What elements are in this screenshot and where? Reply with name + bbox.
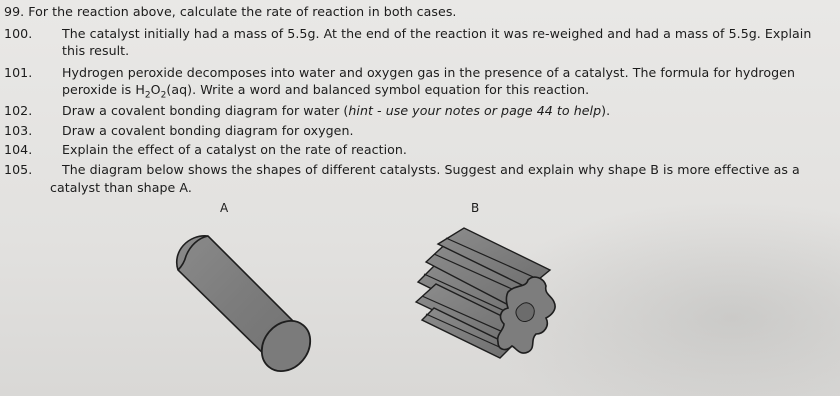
question-number: 103. bbox=[4, 123, 33, 138]
question-99 bbox=[4, 4, 456, 20]
question-101 bbox=[4, 65, 795, 81]
formula-sub-o: 2 bbox=[160, 90, 167, 101]
question-103 bbox=[4, 123, 354, 139]
formula-state: (aq) bbox=[166, 82, 193, 97]
shape-a-label: A bbox=[220, 201, 229, 215]
question-101-continuation bbox=[62, 82, 589, 104]
catalyst-shape-a-cylinder bbox=[168, 222, 318, 380]
hint-text: hint - use your notes or page 44 to help bbox=[348, 103, 602, 118]
question-105-continuation: catalyst than shape A. bbox=[50, 180, 192, 195]
formula-h: H bbox=[135, 82, 145, 97]
formula-sub-h: 2 bbox=[144, 90, 151, 101]
question-number: 105. bbox=[4, 162, 33, 177]
continuation-pre: peroxide is bbox=[62, 82, 136, 97]
question-text: For the reaction above, calculate the rate of reaction in both cases. bbox=[28, 4, 457, 19]
question-number: 99. bbox=[4, 4, 25, 19]
shape-b-label: B bbox=[471, 201, 480, 215]
question-text: The catalyst initially had a mass of 5.5g. At the end of the reaction it was re-weighed and had a mass of 5.5g. Explain bbox=[62, 26, 812, 41]
question-102 bbox=[4, 103, 610, 119]
question-text-post: ). bbox=[601, 103, 611, 118]
question-number: 101. bbox=[4, 65, 33, 80]
catalyst-shape-b-gear bbox=[412, 222, 572, 372]
question-number: 100. bbox=[4, 26, 33, 41]
continuation-post: . Write a word and balanced symbol equation for this reaction. bbox=[192, 82, 590, 97]
question-number: 102. bbox=[4, 103, 33, 118]
question-text: Explain the effect of a catalyst on the rate of reaction. bbox=[62, 142, 407, 157]
question-100 bbox=[4, 26, 811, 42]
question-104 bbox=[4, 142, 407, 158]
question-100-continuation: this result. bbox=[62, 43, 130, 58]
question-105 bbox=[4, 162, 800, 178]
question-text: Hydrogen peroxide decomposes into water and oxygen gas in the presence of a catalyst. The formula for hydrogen bbox=[62, 65, 796, 80]
question-text: The diagram below shows the shapes of different catalysts. Suggest and explain why shape B is more effective as a bbox=[62, 162, 800, 177]
question-number: 104. bbox=[4, 142, 33, 157]
question-text-pre: Draw a covalent bonding diagram for water ( bbox=[62, 103, 349, 118]
question-text: Draw a covalent bonding diagram for oxygen. bbox=[62, 123, 354, 138]
formula-o: O bbox=[150, 82, 161, 97]
